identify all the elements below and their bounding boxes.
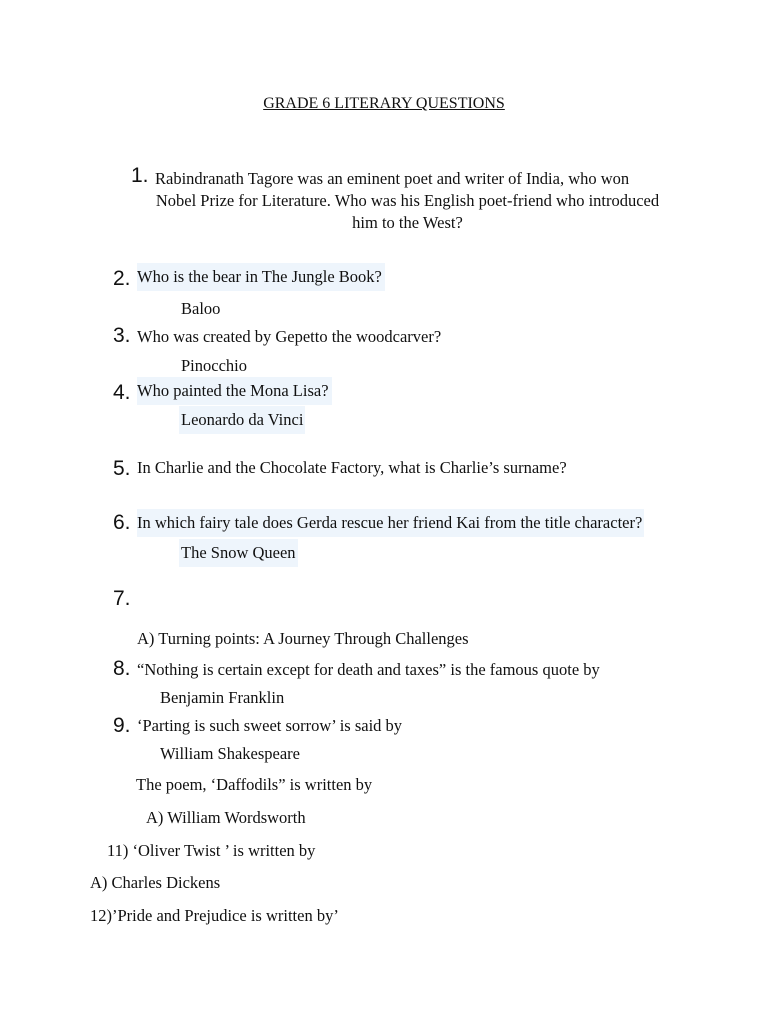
q4-answer: Leonardo da Vinci xyxy=(179,406,305,434)
q9-answer: William Shakespeare xyxy=(160,744,300,763)
q10-answer: A) William Wordsworth xyxy=(146,808,306,827)
q1-line-1: Rabindranath Tagore was an eminent poet and writer of India, who won xyxy=(155,169,630,188)
q2-question: Who is the bear in The Jungle Book? xyxy=(137,263,385,291)
q8-answer: Benjamin Franklin xyxy=(160,688,285,707)
q10-question: The poem, ‘Daffodils” is written by xyxy=(136,775,373,794)
q6-number: 6. xyxy=(113,511,131,534)
q3-number: 3. xyxy=(113,324,131,347)
q8-number: 8. xyxy=(113,657,131,680)
q8-question: “Nothing is certain except for death and taxes” is the famous quote by xyxy=(137,660,600,679)
q11-answer: A) Charles Dickens xyxy=(90,873,221,892)
q3-answer: Pinocchio xyxy=(181,356,247,375)
q9-number: 9. xyxy=(113,714,131,737)
q1-line-2: Nobel Prize for Literature. Who was his English poet-friend who introduced xyxy=(155,191,660,210)
q4-question: Who painted the Mona Lisa? xyxy=(137,377,332,405)
q5-question: In Charlie and the Chocolate Factory, what is Charlie’s surname? xyxy=(137,458,567,477)
q9-question: ‘Parting is such sweet sorrow’ is said by xyxy=(137,716,403,735)
q6-question: In which fairy tale does Gerda rescue her friend Kai from the title character? xyxy=(137,509,644,537)
q11-question: 11) ‘Oliver Twist ’ is written by xyxy=(107,841,316,860)
q5-number: 5. xyxy=(113,457,131,480)
q7-number: 7. xyxy=(113,587,131,610)
q7-answer: A) Turning points: A Journey Through Challenges xyxy=(137,629,469,648)
q1-number: 1. xyxy=(131,164,149,187)
q2-answer: Baloo xyxy=(181,299,221,318)
q3-question: Who was created by Gepetto the woodcarver? xyxy=(137,327,442,346)
q2-number: 2. xyxy=(113,267,131,290)
q4-number: 4. xyxy=(113,381,131,404)
q1-line-3: him to the West? xyxy=(352,213,463,232)
q12-question: 12)’Pride and Prejudice is written by’ xyxy=(90,906,339,925)
document-title: GRADE 6 LITERARY QUESTIONS xyxy=(263,95,505,112)
q6-answer: The Snow Queen xyxy=(179,539,298,567)
